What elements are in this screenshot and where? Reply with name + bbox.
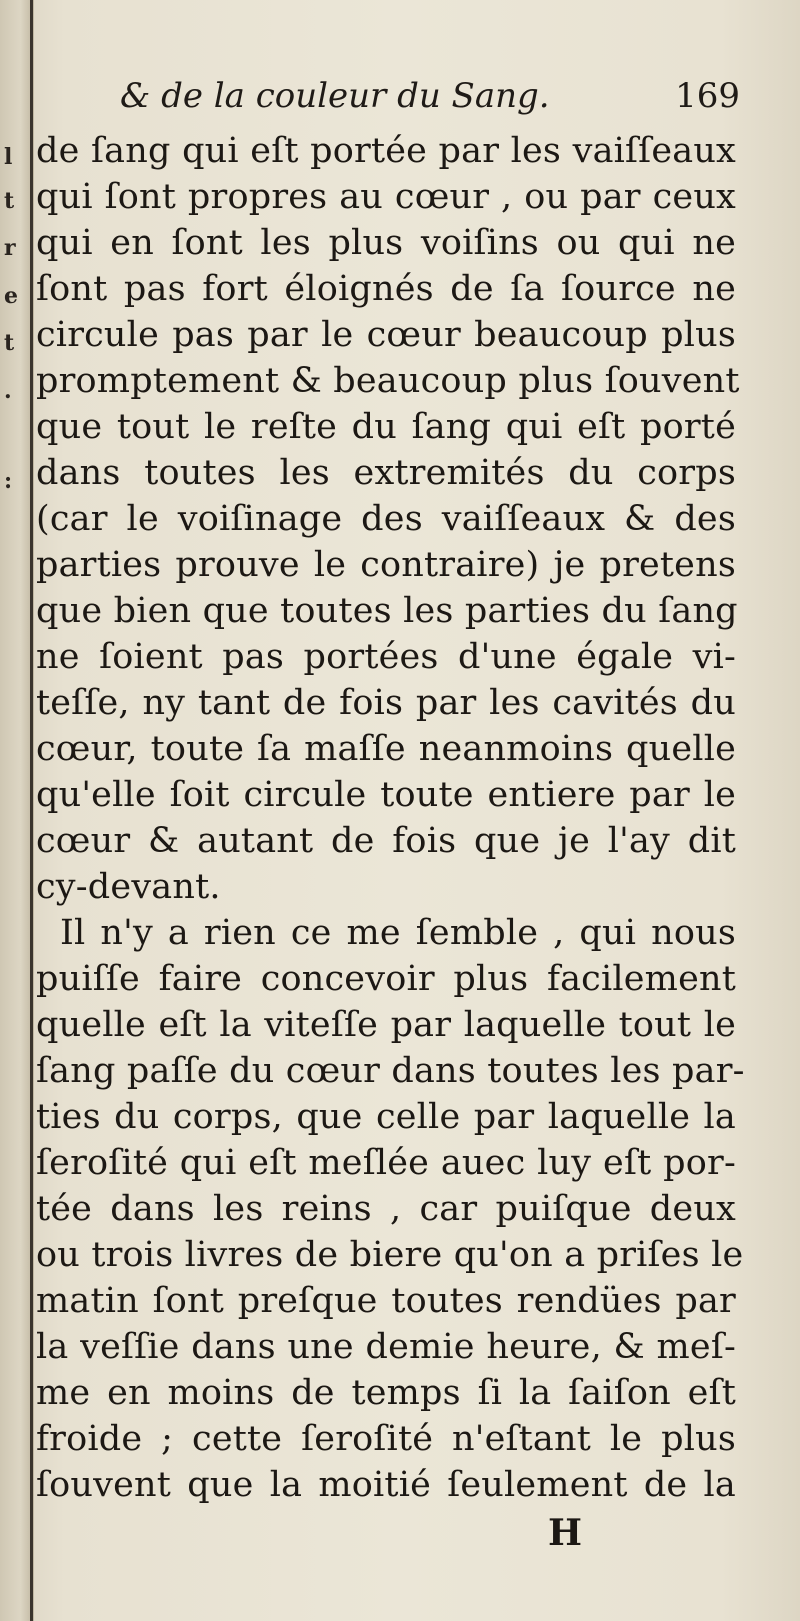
text-line: qui en ſont les plus voiſins ou qui ne (36, 223, 736, 263)
text-line: (car le voiſinage des vaiſſeaux & des (36, 499, 736, 539)
text-line: ſeroſité qui eſt meſlée auec luy eſt por- (36, 1143, 736, 1183)
text-line: cy-devant. (36, 867, 221, 907)
text-line: circule pas par le cœur beaucoup plus (36, 315, 736, 355)
margin-mark: e (4, 283, 18, 309)
text-line: dans toutes les extremités du corps (36, 453, 736, 493)
text-line: que tout le reſte du ſang qui eſt porté (36, 407, 736, 447)
text-line: qui ſont propres au cœur , ou par ceux (36, 177, 736, 217)
margin-mark: t (4, 188, 15, 214)
text-line: ne ſoient pas portées d'une égale vi- (36, 637, 736, 677)
page-number: 169 (675, 76, 740, 116)
text-line: parties prouve le contraire) je pretens (36, 545, 736, 585)
margin-mark: t (4, 330, 15, 356)
body-text (36, 128, 745, 1508)
text-line: ties du corps, que celle par laquelle la (36, 1097, 736, 1137)
margin-mark: l (4, 144, 13, 170)
text-line: ſouvent que la moitié ſeulement de la (36, 1465, 736, 1505)
text-line: promptement & beaucoup plus ſouvent (36, 361, 740, 401)
margin-mark: r (4, 235, 16, 261)
text-line: cœur & autant de fois que je l'ay dit (36, 821, 736, 861)
gutter-edge-line (30, 0, 33, 1621)
text-line: ſang paſſe du cœur dans toutes les par- (36, 1051, 745, 1091)
text-line: quelle eſt la viteſſe par laquelle tout le (36, 1005, 736, 1045)
text-line: de ſang qui eſt portée par les vaiſſeaux (36, 131, 736, 171)
text-line: ſont pas fort éloignés de ſa ſource ne (36, 269, 736, 309)
margin-mark: : (4, 468, 13, 494)
text-line: qu'elle ſoit circule toute entiere par le (36, 775, 736, 815)
running-title: & de la couleur du Sang. (120, 76, 550, 116)
text-line: teſſe, ny tant de fois par les cavités du (36, 683, 736, 723)
text-line: froide ; cette ſeroſité n'eſtant le plus (36, 1419, 736, 1459)
text-line: la veſſie dans une demie heure, & meſ- (36, 1327, 736, 1367)
text-line: que bien que toutes les parties du ſang (36, 591, 738, 631)
text-line: me en moins de temps ſi la ſaiſon eſt (36, 1373, 736, 1413)
text-line: puiſſe faire concevoir plus facilement (36, 959, 736, 999)
signature-mark: H (548, 1512, 583, 1554)
text-line: matin ſont preſque toutes rendües par (36, 1281, 736, 1321)
text-line: tée dans les reins , car puiſque deux (36, 1189, 736, 1229)
text-line: ou trois livres de biere qu'on a priſes le (36, 1235, 744, 1275)
margin-mark: . (4, 378, 12, 404)
running-header (120, 76, 740, 126)
text-line: cœur, toute ſa maſſe neanmoins quelle (36, 729, 736, 769)
paragraph-start-line: Il n'y a rien ce me ſemble , qui nous (60, 913, 736, 953)
